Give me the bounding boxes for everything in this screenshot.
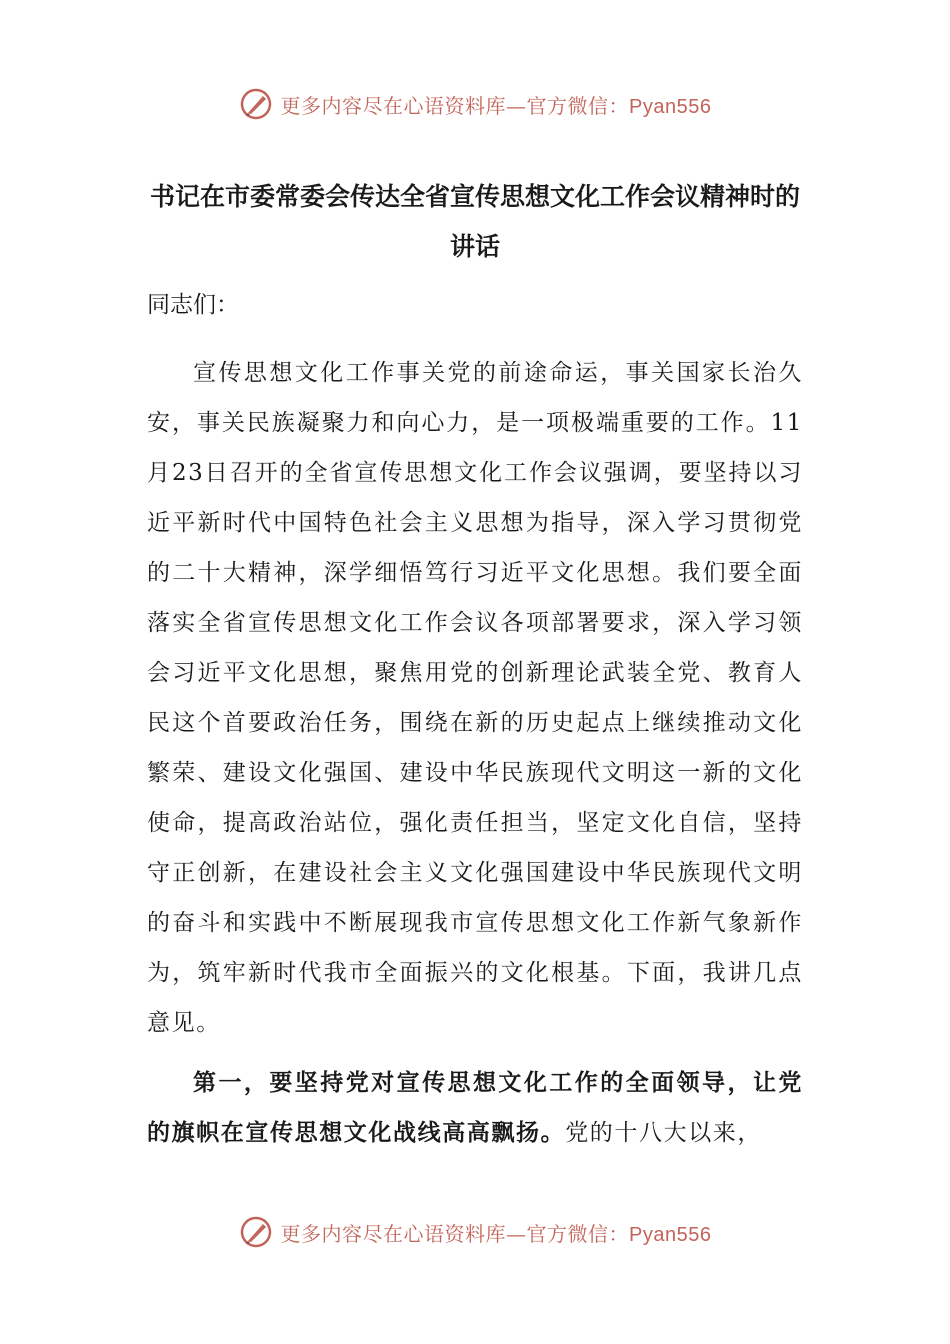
header-banner-text: 更多内容尽在心语资料库—官方微信：Pyan556 [280, 93, 712, 118]
quill-logo-icon [239, 1215, 273, 1249]
header-banner-handle: Pyan556 [629, 95, 712, 118]
salutation: 同志们： [147, 292, 239, 318]
paragraph-2-rest: 党的十八大以来， [565, 1120, 763, 1146]
paragraph-2 [147, 1058, 803, 1158]
paragraph-1: 宣传思想文化工作事关党的前途命运，事关国家长治久安，事关民族凝聚力和向心力，是一项极端重要的工作。11月23日召开的全省宣传思想文化工作会议强调，要坚持以习近平新时代中国特色社会主义思想为指导，深入学习贯彻党的二十大精神，深学细悟笃行习近平文化思想。我们要全面落实全省宣传思想文化工作会议各项部署要求，深入学习领会习近平文化思想，聚焦用党的创新理论武装全党、教育人民这个首要政治任务，围绕在新的历史起点上继续推动文化繁荣、建设文化强国、建设中华民族现代文明这一新的文化使命，提高政治站位，强化责任担当，坚定文化自信，坚持守正创新，在建设社会主义文化强国建设中华民族现代文明的奋斗和实践中不断展现我市宣传思想文化工作新气象新作为，筑牢新时代我市全面振兴的文化根基。下面，我讲几点意见。 [147, 360, 803, 1036]
document-title: 书记在市委常委会传达全省宣传思想文化工作会议精神时的讲话 [149, 182, 800, 261]
header-banner [0, 84, 950, 124]
footer-banner-handle: Pyan556 [629, 1223, 712, 1246]
footer-banner [0, 1212, 950, 1252]
footer-banner-text: 更多内容尽在心语资料库—官方微信：Pyan556 [280, 1221, 712, 1246]
quill-logo-icon [239, 87, 273, 121]
paragraph-2-bold-lead: 第一，要坚持党对宣传思想文化工作的全面领导，让党的旗帜在宣传思想文化战线高高飘扬。 [147, 1069, 803, 1146]
